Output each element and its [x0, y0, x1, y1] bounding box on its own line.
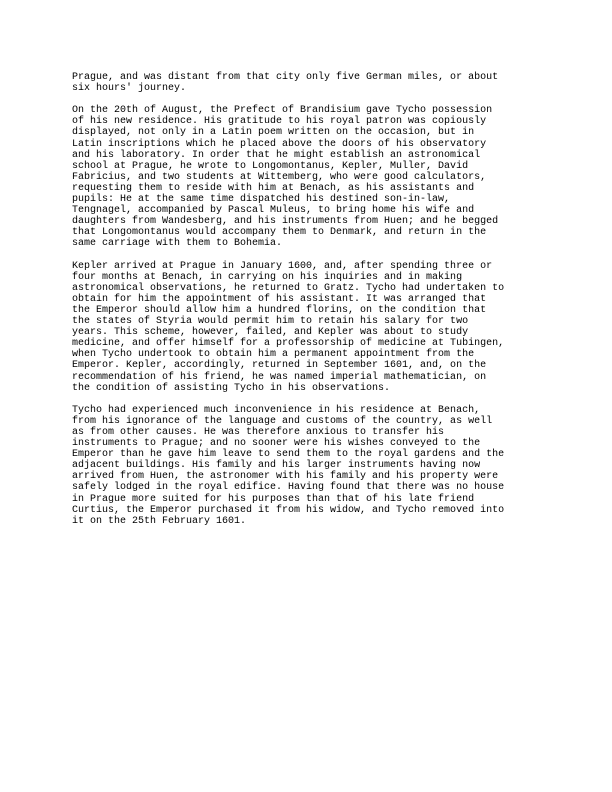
text-line: the states of Styria would permit him to retain his salary for two	[72, 316, 469, 328]
text-line: and his laboratory. In order that he might establish an astronomical	[72, 149, 481, 161]
text-line: it on the 25th February 1601.	[72, 515, 247, 527]
text-line: Tycho had experienced much inconvenience in his residence at Benach,	[72, 404, 481, 416]
text-line: Emperor. Kepler, accordingly, returned in September 1601, and, on the	[72, 360, 487, 372]
text-line: requesting them to reside with him at Benach, as his assistants and	[72, 182, 475, 194]
text-line: daughters from Wandesberg, and his instruments from Huen; and he begged	[72, 216, 499, 228]
text-line: the condition of assisting Tycho in his observations.	[72, 382, 391, 394]
text-line: Latin inscriptions which he placed above the doors of his observatory	[72, 138, 487, 150]
text-line: in Prague more suited for his purposes than that of his late friend	[72, 493, 475, 505]
body-text	[72, 72, 542, 538]
text-line: Prague, and was distant from that city only five German miles, or about	[72, 72, 499, 83]
text-line: Tengnagel, accompanied by Pascal Muleus, to bring home his wife and	[72, 205, 475, 217]
text-line: astronomical observations, he returned to Gratz. Tycho had undertaken to	[72, 282, 505, 294]
text-line: as from other causes. He was therefore anxious to transfer his	[72, 427, 445, 438]
paragraph-1	[72, 72, 542, 94]
text-line: displayed, not only in a Latin poem written on the occasion, but in	[72, 127, 475, 139]
text-line: from his ignorance of the language and customs of the country, as well	[72, 415, 493, 427]
text-line: adjacent buildings. His family and his larger instruments having now	[72, 460, 481, 472]
text-line: school at Prague, he wrote to Longomontanus, Kepler, Muller, David	[72, 160, 469, 172]
text-line: Emperor than he gave him leave to send them to the royal gardens and the	[72, 449, 505, 461]
text-line: Fabricius, and two students at Wittemberg, who were good calculators,	[72, 171, 487, 183]
text-line: six hours' journey.	[72, 83, 187, 95]
text-line: when Tycho undertook to obtain him a permanent appointment from the	[72, 349, 475, 361]
text-line: obtain for him the appointment of his assistant. It was arranged that	[72, 293, 487, 305]
text-line: same carriage with them to Bohemia.	[72, 238, 283, 250]
paragraph-2	[72, 105, 542, 249]
text-line: arrived from Huen, the astronomer with his family and his property were	[72, 471, 499, 483]
paragraph-3	[72, 261, 542, 394]
text-line: On the 20th of August, the Prefect of Brandisium gave Tycho possession	[72, 105, 493, 117]
text-line: Kepler arrived at Prague in January 1600, and, after spending three or	[72, 260, 493, 272]
text-line: the Emperor should allow him a hundred florins, on the condition that	[72, 304, 487, 316]
text-line: that Longomontanus would accompany them to Denmark, and return in the	[72, 227, 487, 239]
text-line: Curtius, the Emperor purchased it from his widow, and Tycho removed into	[72, 504, 505, 516]
text-line: pupils: He at the same time dispatched his destined son-in-law,	[72, 194, 451, 206]
text-line: of his new residence. His gratitude to his royal patron was copiously	[72, 116, 487, 128]
text-line: medicine, and offer himself for a professorship of medicine at Tubingen,	[72, 338, 505, 350]
text-line: recommendation of his friend, he was named imperial mathematician, on	[72, 371, 487, 383]
text-line: years. This scheme, however, failed, and Kepler was about to study	[72, 327, 469, 339]
text-line: instruments to Prague; and no sooner were his wishes conveyed to the	[72, 438, 481, 450]
paragraph-4	[72, 405, 542, 527]
text-line: safely lodged in the royal edifice. Having found that there was no house	[72, 482, 505, 494]
text-line: four months at Benach, in carrying on his inquiries and in making	[72, 271, 463, 283]
